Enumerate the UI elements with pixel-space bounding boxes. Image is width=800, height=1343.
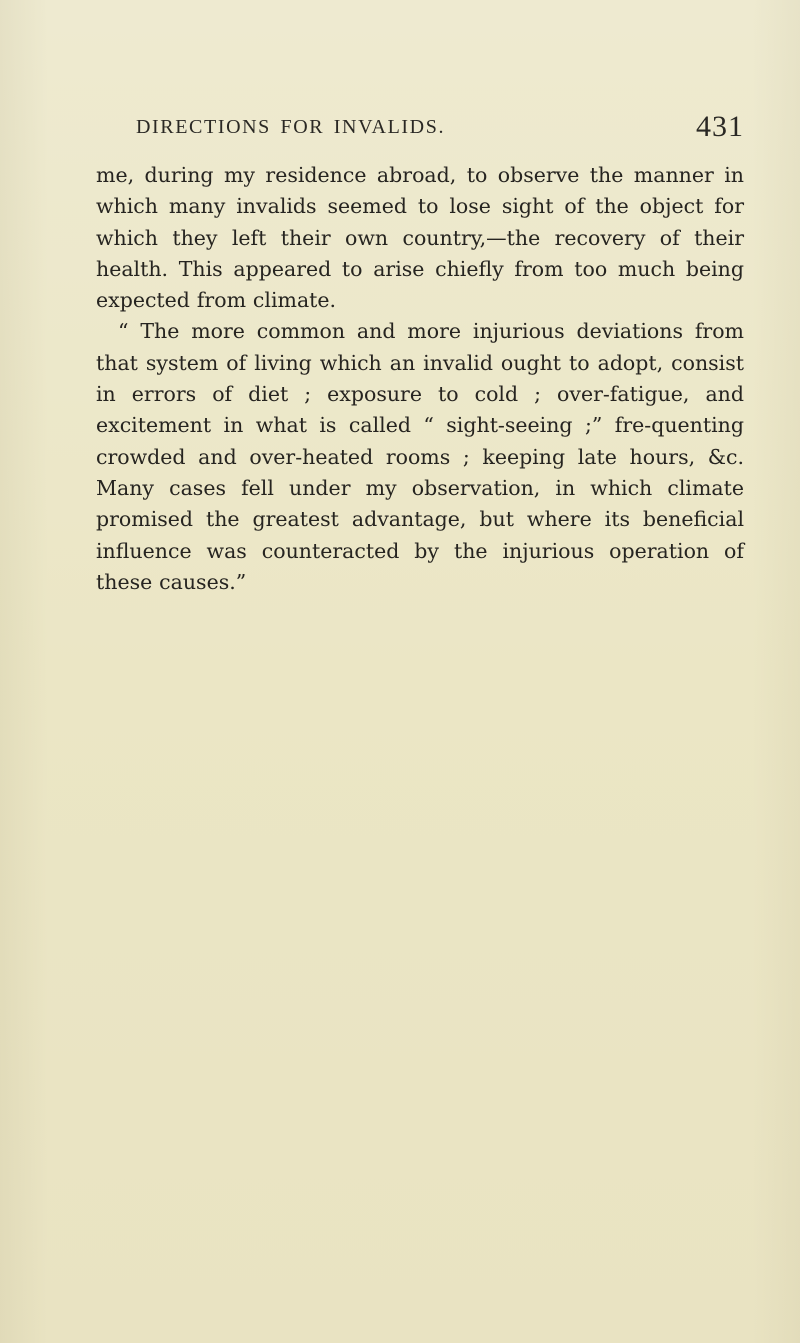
running-head xyxy=(96,110,744,148)
running-title: DIRECTIONS FOR INVALIDS. xyxy=(136,116,446,138)
page-number: 431 xyxy=(696,110,744,143)
paragraph: me, during my residence abroad, to observe the manner in which many invalids seemed to lose sight of the object for which they left their own country,—the recovery of their health. This appeared to arise chiefly from too much being expected from climate. xyxy=(96,163,744,313)
paragraph: “ The more common and more injurious deviations from that system of living which an invalid ought to adopt, consist in errors of diet ; exposure to cold ; over-fatigue, and excitement in what is called “ sight-seeing ;” fre-quenting crowded and over-heated rooms ; keeping late hours, &c. Many cases fell under my observation, in which climate promised the greatest advantage, but where its beneficial influence was counteracted by the injurious operation of these causes.” xyxy=(96,319,744,594)
body-text xyxy=(96,160,744,598)
